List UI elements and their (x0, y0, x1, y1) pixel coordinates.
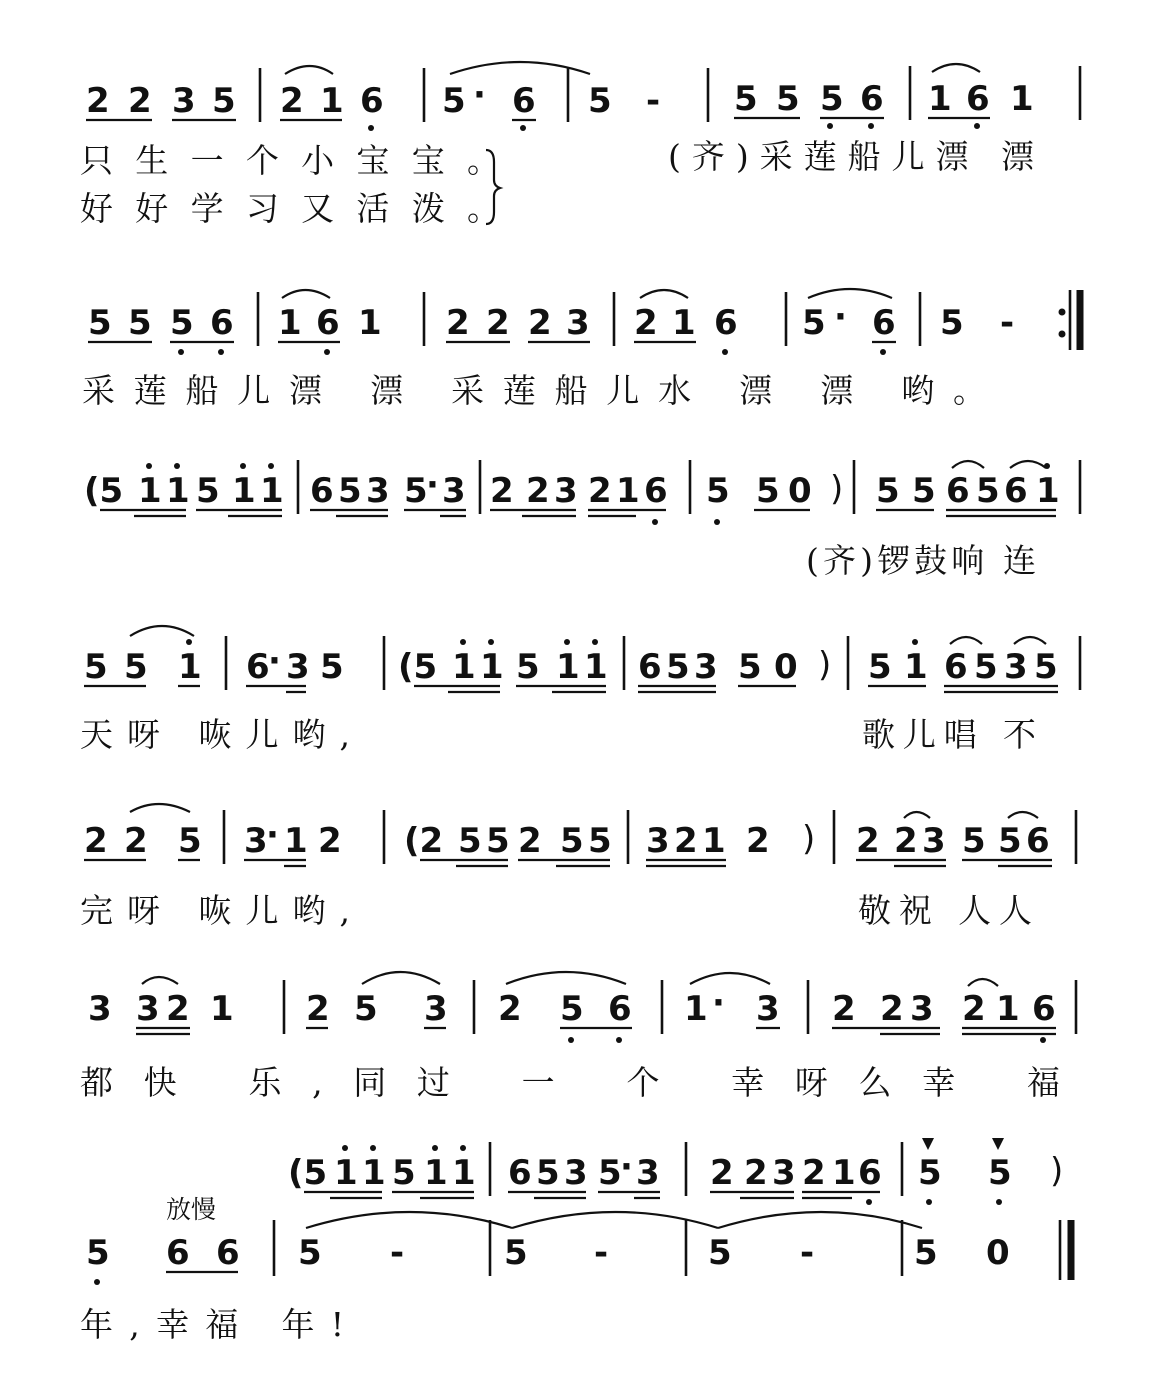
note: 6 (946, 471, 970, 511)
note: 2 (446, 303, 470, 343)
note: 1 (138, 471, 162, 511)
note: 5 (338, 471, 362, 511)
repeat-dot (1059, 331, 1066, 338)
note: 5 (708, 1233, 732, 1273)
lyrics: 年,幸福 年! (80, 1305, 344, 1344)
note: 1 (232, 471, 256, 511)
close-paren: ) (802, 819, 816, 859)
note: 6 (966, 79, 990, 119)
staccato-mark (922, 1138, 934, 1150)
note: 1 (702, 821, 726, 861)
note: 3 (772, 1153, 796, 1193)
note: 6 (638, 647, 662, 687)
note: 5 (442, 81, 466, 121)
lyrics-left: 完呀 咴儿哟, (80, 891, 350, 930)
note: 6 (360, 81, 384, 121)
note: 5 (298, 1233, 322, 1273)
lyrics-left: 天呀 咴儿哟, (80, 715, 350, 754)
lyrics: 采莲船儿漂 漂 采莲船儿水 漂 漂 哟。 (82, 371, 986, 410)
note: 3 (244, 821, 268, 861)
lyric-verse-1: 只生一个小宝宝。 (80, 141, 500, 180)
note: 0 (774, 647, 798, 687)
tempo-mark: 放慢 (166, 1195, 217, 1224)
note: 5 (1034, 647, 1058, 687)
note: 3 (136, 989, 160, 1029)
system-1 (80, 62, 1080, 228)
note: 3 (756, 989, 780, 1029)
note: 5 (756, 471, 780, 511)
note: 5 (504, 1233, 528, 1273)
note: (5 (398, 647, 438, 687)
note: 3 (88, 989, 112, 1029)
note: 5 (912, 471, 936, 511)
note: - (800, 1233, 815, 1273)
note: 6 (644, 471, 668, 511)
note: · (620, 1147, 633, 1187)
note: 3 (636, 1153, 660, 1193)
note: 5 (734, 79, 758, 119)
note: 5 (738, 647, 762, 687)
note: 5 (404, 471, 428, 511)
note: 1 (166, 471, 190, 511)
note: (5 (84, 471, 124, 511)
staccato-mark (992, 1138, 1004, 1150)
note: 5 (486, 821, 510, 861)
note: 3 (564, 1153, 588, 1193)
note: 6 (166, 1233, 190, 1273)
note: · (473, 75, 486, 115)
note: 3 (424, 989, 448, 1029)
note: 1 (362, 1153, 386, 1193)
note: 2 (128, 81, 152, 121)
system-6 (80, 972, 1076, 1102)
note: 1 (284, 821, 308, 861)
note: 5 (876, 471, 900, 511)
system-4 (80, 626, 1080, 754)
note: 2 (856, 821, 880, 861)
note: 5 (392, 1153, 416, 1193)
note: - (390, 1233, 405, 1273)
note: 5 (962, 821, 986, 861)
note: · (266, 815, 279, 855)
note: 5 (516, 647, 540, 687)
system-3 (84, 460, 1080, 580)
note: · (834, 297, 847, 337)
note: 5 (354, 989, 378, 1029)
note: 6 (860, 79, 884, 119)
note: 1 (996, 989, 1020, 1029)
note: 5 (560, 989, 584, 1029)
note: 3 (646, 821, 670, 861)
note: 6 (944, 647, 968, 687)
note: 5 (802, 303, 826, 343)
note: 2 (84, 821, 108, 861)
note: 5 (974, 647, 998, 687)
note: 0 (788, 471, 812, 511)
note: - (1000, 303, 1015, 343)
note: 5 (776, 79, 800, 119)
note: 3 (694, 647, 718, 687)
note: 5 (820, 79, 844, 119)
note: 5 (196, 471, 220, 511)
note: 5 (976, 471, 1000, 511)
note: 1 (556, 647, 580, 687)
note: 2 (894, 821, 918, 861)
note: 1 (1036, 471, 1060, 511)
note: 6 (508, 1153, 532, 1193)
note: 3 (922, 821, 946, 861)
note: 6 (216, 1233, 240, 1273)
note: 5 (868, 647, 892, 687)
note: 1 (904, 647, 928, 687)
note: 5 (212, 81, 236, 121)
note: 2 (124, 821, 148, 861)
note: 5 (128, 303, 152, 343)
note: 5 (998, 821, 1022, 861)
repeat-dot (1059, 309, 1066, 316)
note: 1 (480, 647, 504, 687)
note: 3 (566, 303, 590, 343)
note: (2 (404, 821, 444, 861)
note: 5 (458, 821, 482, 861)
note: 5 (178, 821, 202, 861)
note: 1 (684, 989, 708, 1029)
note: 5 (666, 647, 690, 687)
note: 2 (486, 303, 510, 343)
close-paren: ) (818, 645, 832, 685)
note: · (712, 983, 725, 1023)
note: 3 (442, 471, 466, 511)
note: 3 (286, 647, 310, 687)
note: 6 (858, 1153, 882, 1193)
note: 1 (358, 303, 382, 343)
lyrics-right: 敬祝 人人 (858, 891, 1032, 930)
note: 6 (608, 989, 632, 1029)
note: 2 (490, 471, 514, 511)
note: 6 (1004, 471, 1028, 511)
note: 5 (588, 821, 612, 861)
note: 5 (940, 303, 964, 343)
note: 6 (714, 303, 738, 343)
note: 5 (914, 1233, 938, 1273)
note: 2 (710, 1153, 734, 1193)
note: 5 (88, 303, 112, 343)
note: 6 (310, 471, 334, 511)
note: 1 (424, 1153, 448, 1193)
note: 6 (1032, 989, 1056, 1029)
system-7 (80, 1138, 1071, 1344)
note: 5 (536, 1153, 560, 1193)
note: · (268, 641, 281, 681)
note: 5 (86, 1233, 110, 1273)
note: 2 (86, 81, 110, 121)
note: 5 (170, 303, 194, 343)
note: 1 (672, 303, 696, 343)
note: 5 (598, 1153, 622, 1193)
lyrics: 都快 乐,同过 一 个 幸呀么幸 福 (80, 1063, 1060, 1102)
note: 1 (832, 1153, 856, 1193)
note: 1 (320, 81, 344, 121)
note: 1 (616, 471, 640, 511)
note: 1 (278, 303, 302, 343)
system-2 (82, 289, 1080, 410)
note: 6 (246, 647, 270, 687)
note: 2 (880, 989, 904, 1029)
close-paren: ) (1050, 1151, 1064, 1191)
lyrics-right: 歌儿唱 不 (862, 715, 1036, 754)
note: 2 (588, 471, 612, 511)
note: 5 (84, 647, 108, 687)
note: 2 (962, 989, 986, 1029)
close-paren: ) (830, 469, 844, 509)
system-5 (80, 804, 1076, 930)
note: 0 (986, 1233, 1010, 1273)
note: 3 (910, 989, 934, 1029)
note: 2 (306, 989, 330, 1029)
note: 1 (452, 1153, 476, 1193)
lyric-verse-2: 好好学习又活泼。 (80, 189, 500, 228)
note: 5 (124, 647, 148, 687)
note: 2 (318, 821, 342, 861)
note: 1 (178, 647, 202, 687)
note: 1 (210, 989, 234, 1029)
note: 1 (334, 1153, 358, 1193)
note: - (594, 1233, 609, 1273)
note: 5 (988, 1153, 1012, 1193)
note: 3 (554, 471, 578, 511)
note: · (426, 465, 439, 505)
note: 2 (674, 821, 698, 861)
note: 6 (512, 81, 536, 121)
note: 2 (518, 821, 542, 861)
note: 2 (832, 989, 856, 1029)
note: 2 (744, 1153, 768, 1193)
lyric-right: (齐)采莲船儿漂 漂 (668, 137, 1034, 176)
note: 3 (172, 81, 196, 121)
note: 5 (320, 647, 344, 687)
note: 2 (498, 989, 522, 1029)
note: 5 (706, 471, 730, 511)
note: 2 (746, 821, 770, 861)
note: 6 (316, 303, 340, 343)
note: 5 (560, 821, 584, 861)
note: 1 (928, 79, 952, 119)
note: 1 (1010, 79, 1034, 119)
lyrics: (齐)锣鼓响 连 (806, 541, 1036, 580)
note: 2 (166, 989, 190, 1029)
note: 5 (588, 81, 612, 121)
note: (5 (288, 1153, 328, 1193)
note: 3 (1004, 647, 1028, 687)
note: 2 (528, 303, 552, 343)
note: 1 (584, 647, 608, 687)
note: 6 (210, 303, 234, 343)
note: 2 (280, 81, 304, 121)
note: 5 (918, 1153, 942, 1193)
note: 3 (366, 471, 390, 511)
note: 2 (526, 471, 550, 511)
note: - (646, 81, 661, 121)
note: 2 (802, 1153, 826, 1193)
note: 6 (1026, 821, 1050, 861)
note: 6 (872, 303, 896, 343)
note: 1 (260, 471, 284, 511)
note: 2 (634, 303, 658, 343)
note: 1 (452, 647, 476, 687)
